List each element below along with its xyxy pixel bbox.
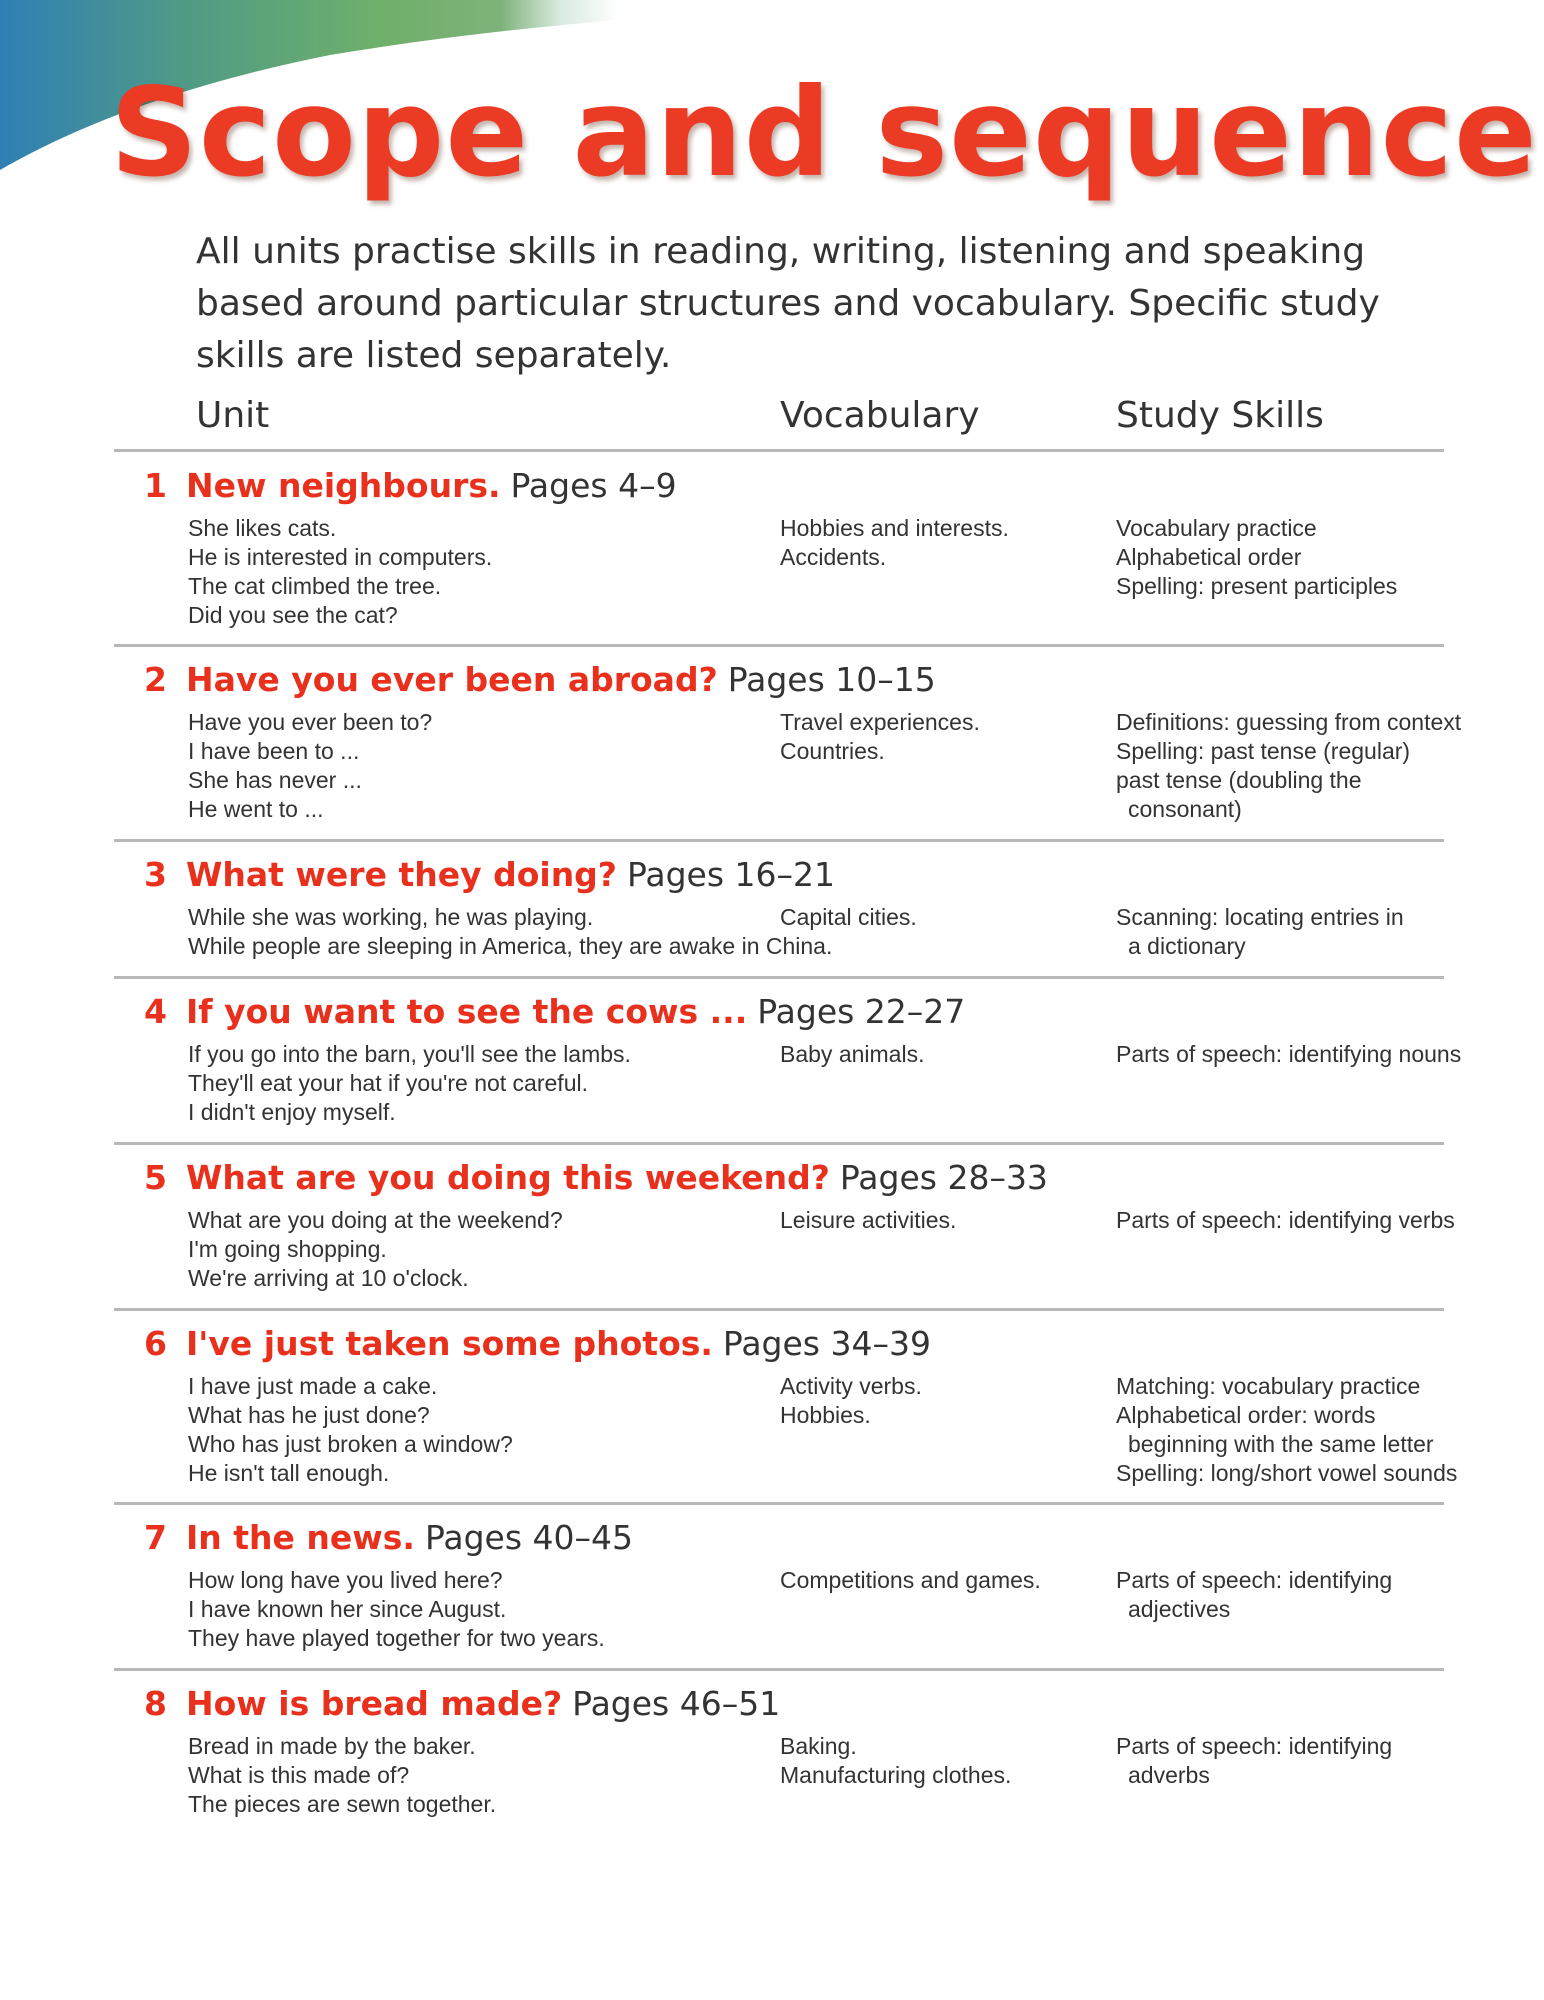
structure-line: The pieces are sewn together. — [188, 1791, 497, 1817]
structure-line: What are you doing at the weekend? — [188, 1207, 563, 1233]
structure-line: Did you see the cat? — [188, 602, 398, 628]
study-skill-line: Spelling: past tense (regular) — [1116, 738, 1411, 764]
study-skill-line: Parts of speech: identifying verbs — [1116, 1207, 1455, 1233]
structure-line: He isn't tall enough. — [188, 1460, 390, 1486]
structure-line: While people are sleeping in America, they are awake in China. — [188, 933, 833, 959]
structures-list — [188, 1040, 808, 1127]
study-skills-list — [1116, 903, 1466, 961]
study-skill-line: Scanning: locating entries in — [1116, 904, 1404, 930]
vocabulary-line: Travel experiences. — [780, 709, 980, 735]
unit-heading — [144, 658, 936, 708]
vocabulary-line: Hobbies and interests. — [780, 515, 1009, 541]
unit-number: 8 — [144, 1684, 167, 1723]
vocabulary-line: Baking. — [780, 1733, 857, 1759]
unit-pages: Pages 4–9 — [510, 466, 677, 505]
unit-heading — [144, 464, 677, 514]
structures-list — [188, 1372, 808, 1488]
page-title: Scope and sequence — [110, 62, 1538, 204]
study-skills-list — [1116, 1206, 1466, 1235]
unit-pages: Pages 34–39 — [722, 1324, 931, 1363]
unit-number: 4 — [144, 992, 167, 1031]
structure-line: Bread in made by the baker. — [188, 1733, 476, 1759]
unit-heading — [144, 990, 965, 1040]
study-skills-list — [1116, 514, 1466, 601]
structure-line: I'm going shopping. — [188, 1236, 387, 1262]
structure-line: What is this made of? — [188, 1762, 410, 1788]
unit-number: 6 — [144, 1324, 167, 1363]
vocabulary-line: Hobbies. — [780, 1402, 871, 1428]
vocabulary-line: Activity verbs. — [780, 1373, 922, 1399]
vocabulary-line: Competitions and games. — [780, 1567, 1041, 1593]
vocabulary-line: Baby animals. — [780, 1041, 925, 1067]
section-divider — [114, 976, 1444, 979]
section-divider — [114, 1668, 1444, 1671]
unit-heading — [144, 1682, 780, 1732]
structure-line: Have you ever been to? — [188, 709, 433, 735]
study-skill-line: beginning with the same letter — [1128, 1431, 1434, 1457]
structures-list — [188, 903, 833, 961]
vocabulary-list — [780, 1372, 1080, 1430]
section-divider — [114, 839, 1444, 842]
intro-paragraph: All units practise skills in reading, writing, listening and speaking based around particular structures and vocabulary. Specific study skills are listed separately. — [196, 231, 1380, 376]
study-skills-list — [1116, 708, 1466, 824]
structure-line: He went to ... — [188, 796, 324, 822]
study-skill-line: adverbs — [1128, 1762, 1210, 1788]
vocabulary-list — [780, 708, 1080, 766]
structures-list — [188, 1566, 808, 1653]
study-skill-line: Parts of speech: identifying — [1116, 1567, 1393, 1593]
vocabulary-line: Accidents. — [780, 544, 887, 570]
structure-line: I didn't enjoy myself. — [188, 1099, 396, 1125]
unit-title: How is bread made? — [186, 1684, 563, 1723]
vocabulary-line: Capital cities. — [780, 904, 917, 930]
vocabulary-line: Countries. — [780, 738, 885, 764]
section-divider — [114, 1502, 1444, 1505]
unit-heading — [144, 1322, 931, 1372]
section-divider — [114, 1142, 1444, 1145]
structure-line: While she was working, he was playing. — [188, 904, 594, 930]
unit-number: 2 — [144, 660, 167, 699]
unit-title: I've just taken some photos. — [186, 1324, 713, 1363]
vocabulary-list — [780, 1040, 1080, 1069]
unit-pages: Pages 22–27 — [757, 992, 966, 1031]
study-skill-line: Spelling: present participles — [1116, 573, 1398, 599]
structure-line: If you go into the barn, you'll see the lambs. — [188, 1041, 631, 1067]
unit-title: Have you ever been abroad? — [186, 660, 718, 699]
unit-number: 1 — [144, 466, 167, 505]
structure-line: Who has just broken a window? — [188, 1431, 513, 1457]
structure-line: The cat climbed the tree. — [188, 573, 442, 599]
unit-heading — [144, 1516, 633, 1566]
unit-heading — [144, 1156, 1048, 1206]
vocabulary-list — [780, 1732, 1080, 1790]
study-skill-line: Parts of speech: identifying nouns — [1116, 1041, 1462, 1067]
structures-list — [188, 514, 808, 630]
unit-pages: Pages 46–51 — [572, 1684, 781, 1723]
vocabulary-list — [780, 1206, 1080, 1235]
unit-number: 7 — [144, 1518, 167, 1557]
structure-line: They'll eat your hat if you're not careful. — [188, 1070, 588, 1096]
unit-pages: Pages 40–45 — [424, 1518, 633, 1557]
vocabulary-list — [780, 903, 1080, 932]
unit-pages: Pages 16–21 — [626, 855, 836, 894]
column-header-vocabulary: Vocabulary — [780, 395, 980, 436]
vocabulary-list — [780, 1566, 1080, 1595]
structure-line: How long have you lived here? — [188, 1567, 503, 1593]
unit-heading — [144, 853, 835, 903]
structure-line: I have just made a cake. — [188, 1373, 438, 1399]
study-skill-line: a dictionary — [1128, 933, 1246, 959]
structures-list — [188, 708, 808, 824]
structure-line: We're arriving at 10 o'clock. — [188, 1265, 469, 1291]
column-header-unit: Unit — [196, 395, 270, 436]
structure-line: What has he just done? — [188, 1402, 430, 1428]
study-skill-line: consonant) — [1128, 796, 1242, 822]
study-skill-line: past tense (doubling the — [1116, 767, 1362, 793]
study-skills-list — [1116, 1732, 1466, 1790]
column-header-study-skills: Study Skills — [1116, 395, 1324, 436]
unit-number: 5 — [144, 1158, 167, 1197]
structure-line: I have been to ... — [188, 738, 360, 764]
study-skills-list — [1116, 1040, 1466, 1069]
structure-line: He is interested in computers. — [188, 544, 493, 570]
unit-title: New neighbours. — [186, 466, 501, 505]
structure-line: They have played together for two years. — [188, 1625, 605, 1651]
study-skills-list — [1116, 1566, 1466, 1624]
study-skill-line: Spelling: long/short vowel sounds — [1116, 1460, 1458, 1486]
structure-line: I have known her since August. — [188, 1596, 507, 1622]
unit-title: What are you doing this weekend? — [186, 1158, 830, 1197]
study-skill-line: Definitions: guessing from context — [1116, 709, 1462, 735]
study-skill-line: Parts of speech: identifying — [1116, 1733, 1393, 1759]
unit-pages: Pages 10–15 — [727, 660, 936, 699]
structures-list — [188, 1732, 808, 1819]
vocabulary-list — [780, 514, 1080, 572]
study-skill-line: adjectives — [1128, 1596, 1231, 1622]
unit-title: What were they doing? — [186, 855, 617, 894]
structures-list — [188, 1206, 808, 1293]
structure-line: She likes cats. — [188, 515, 337, 541]
study-skill-line: Alphabetical order: words — [1116, 1402, 1376, 1428]
study-skill-line: Matching: vocabulary practice — [1116, 1373, 1421, 1399]
unit-title: If you want to see the cows ... — [186, 992, 748, 1031]
section-divider — [114, 1308, 1444, 1311]
section-divider — [114, 449, 1444, 452]
study-skill-line: Vocabulary practice — [1116, 515, 1317, 541]
unit-pages: Pages 28–33 — [839, 1158, 1048, 1197]
structure-line: She has never ... — [188, 767, 362, 793]
study-skills-list — [1116, 1372, 1466, 1488]
unit-number: 3 — [144, 855, 167, 894]
study-skill-line: Alphabetical order — [1116, 544, 1302, 570]
section-divider — [114, 644, 1444, 647]
vocabulary-line: Manufacturing clothes. — [780, 1762, 1012, 1788]
unit-title: In the news. — [186, 1518, 415, 1557]
vocabulary-line: Leisure activities. — [780, 1207, 957, 1233]
